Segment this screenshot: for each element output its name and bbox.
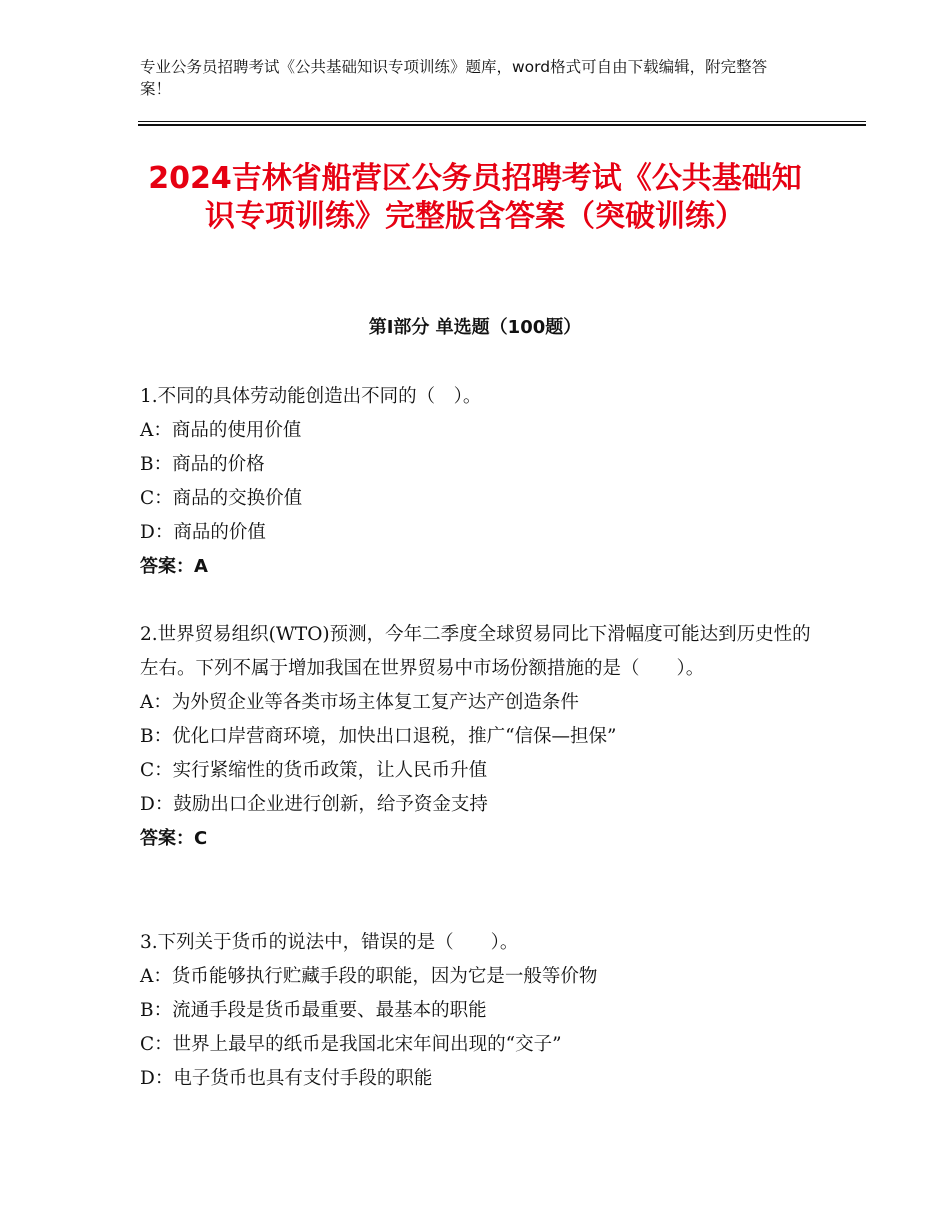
option-d: D：鼓励出口企业进行创新，给予资金支持 <box>140 794 488 815</box>
question-3 <box>140 926 820 1096</box>
option-a: A：为外贸企业等各类市场主体复工复产达产创造条件 <box>140 692 579 713</box>
question-stem: 3.下列关于货币的说法中，错误的是（ ）。 <box>140 932 519 953</box>
option-b: B：优化口岸营商环境，加快出口退税，推广“信保—担保” <box>140 726 617 747</box>
header-rule-thick <box>138 124 866 126</box>
option-c: C：商品的交换价值 <box>140 488 303 509</box>
option-b: B：流通手段是货币最重要、最基本的职能 <box>140 1000 487 1021</box>
answer-label: 答案：C <box>140 828 208 849</box>
question-stem: 2.世界贸易组织(WTO)预测，今年二季度全球贸易同比下滑幅度可能达到历史性的左右。下列不属于增加我国在世界贸易中市场份额措施的是（ ）。 <box>140 624 811 679</box>
question-stem: 1.不同的具体劳动能创造出不同的（ ）。 <box>140 386 482 407</box>
answer-label: 答案：A <box>140 556 208 577</box>
option-d: D：电子货币也具有支付手段的职能 <box>140 1068 433 1089</box>
option-a: A：商品的使用价值 <box>140 420 302 441</box>
option-b: B：商品的价格 <box>140 454 265 475</box>
option-c: C：实行紧缩性的货币政策，让人民币升值 <box>140 760 488 781</box>
question-1 <box>140 380 820 584</box>
option-d: D：商品的价值 <box>140 522 266 543</box>
header-rule-thin <box>138 121 866 122</box>
header-note: 专业公务员招聘考试《公共基础知识专项训练》题库，word格式可自由下载编辑，附完整答案！ <box>140 58 768 98</box>
question-2 <box>140 618 820 856</box>
document-title: 2024吉林省船营区公务员招聘考试《公共基础知识专项训练》完整版含答案（突破训练） <box>148 161 802 234</box>
option-c: C：世界上最早的纸币是我国北宋年间出现的“交子” <box>140 1034 562 1055</box>
option-a: A：货币能够执行贮藏手段的职能，因为它是一般等价物 <box>140 966 598 987</box>
section-title: 第Ⅰ部分 单选题（100题） <box>368 317 582 338</box>
